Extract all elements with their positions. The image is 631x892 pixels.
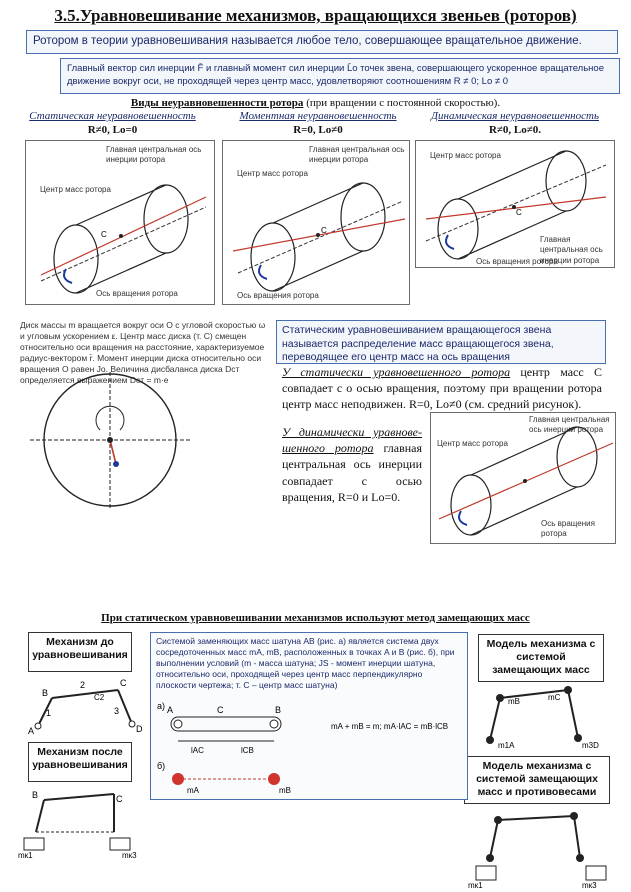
rod-ma: mA: [187, 786, 199, 795]
mb-A: A: [28, 726, 35, 736]
static-c-mark: C: [101, 230, 107, 239]
rod-mark-b: б): [157, 761, 166, 771]
moment-mass-center-label: Центр масс ротора: [237, 169, 308, 178]
mcw-mk3: mк3: [582, 881, 597, 888]
mb-C: C: [120, 678, 127, 688]
balanced-mass-center-label: Центр масс ротора: [437, 439, 508, 448]
rod-explanation-text: Системой заменяющих масс шатуна AB (рис. а) является система двух сосредоточенных масс mA, mB, расположенных в точках A и B (рис. б), при выполнении условий (m - масса шатуна; JS - момент инерции шатуна, относительно оси, проходящей через центр масс перпендикулярно плоскости чертежа; т. C – центр масс шатуна): [156, 636, 455, 691]
disk-svg: [20, 372, 270, 512]
type-dynamic-name: Динамическая неуравновешенность: [431, 110, 599, 122]
static-principal-axis-label: Главная центральная ось инерции ротора: [106, 145, 202, 165]
page-title: 3.5.Уравновешивание механизмов, вращающихся звеньев (роторов): [54, 6, 577, 25]
static-rotor-paragraph: [282, 364, 602, 413]
moment-unbalance-figure: [222, 140, 410, 305]
static-rotor-lead: У статически уравновешенного ротора: [282, 365, 511, 379]
disk-description: Диск массы m вращается вокруг оси O с угловой скоростью ω и угловым ускорением ε. Центр масс диска (т. C) смещен относительно оси вращения на расстояние, характеризуемое радиус-вектором r̄. Момент инерции диска относительно оси вращения O равен Jo. Величина дисбаланса диска Dст определяется выражением Dст = m·e: [20, 320, 266, 386]
before-balancing-label: Механизм до уравновешивания: [28, 632, 132, 672]
disk-figure: [20, 372, 270, 512]
types-header: [0, 97, 631, 109]
mdl-mb: mB: [508, 697, 520, 706]
type-static-name: Статическая неуравновешенность: [29, 110, 196, 122]
mechanism-after-svg: [18, 790, 148, 860]
moment-c-mark: C: [321, 226, 327, 235]
moment-rotation-axis-label: Ось вращения ротора: [237, 291, 319, 300]
balanced-principal-axis-label: Главная центральная ось инерции ротора: [529, 415, 610, 435]
dynamic-rotor-rest: главная центральная ось инерции совпадает с осью вращения, R=0 и Lo=0.: [282, 441, 423, 504]
dynamic-unbalance-figure: [415, 140, 615, 268]
ma-mk3: mк3: [122, 851, 137, 860]
rod-mb: mB: [279, 786, 291, 795]
mb-n1: 1: [46, 708, 52, 718]
rod-lcb: lCB: [241, 746, 254, 755]
model-counterweights-svg: [468, 808, 618, 888]
static-unbalance-figure: [25, 140, 215, 305]
mb-D: D: [136, 724, 143, 734]
balanced-rotor-figure: [430, 412, 616, 544]
moment-principal-axis-label: Главная центральная ось инерции ротора: [309, 145, 405, 165]
inertia-definition: Главный вектор сил инерции F̄ и главный момент сил инерции L̄o точек звена, совершающего ускоренное вращательное движение вокруг оси, не проходящей через центр масс, удовлетворяют соотношениям R ≠ 0; Lo ≠ 0: [60, 58, 620, 94]
static-mass-center-label: Центр масс ротора: [40, 185, 111, 194]
rod-formula: mA + mB = m; mA·lAC = mB·lCB: [331, 722, 449, 731]
static-rotation-axis-label: Ось вращения ротора: [96, 289, 178, 298]
mechanism-before-svg: [28, 676, 148, 740]
rod-mark-a: а): [157, 701, 166, 711]
rod-A: A: [167, 705, 174, 715]
ma-C: C: [116, 794, 123, 804]
rotor-definition: Ротором в теории уравновешивания называется любое тело, совершающее вращательное движение.: [26, 30, 618, 54]
mdl-ma: m1A: [498, 741, 515, 750]
mb-n2: 2: [80, 680, 86, 690]
type-static-formula: R≠0, Lo=0: [87, 124, 138, 136]
type-dynamic-formula: R≠0, Lo≠0.: [488, 124, 542, 136]
rod-explanation-box: [150, 632, 468, 800]
rod-B: B: [275, 705, 282, 715]
static-rotor-rest: центр масс C совпадает с о осью вращения, поэтому при вращении ротора центр масс неподвижен. R=0, Lo≠0 (см. средний рисунок).: [282, 365, 602, 412]
dynamic-rotation-axis-label: Ось вращения ротора: [476, 257, 558, 266]
mdl-md: m3D: [582, 741, 599, 750]
dynamic-principal-axis-label: Главная центральная ось инерции ротора: [540, 235, 603, 265]
after-balancing-label: Механизм после уравновешивания: [28, 742, 132, 782]
rod-C: C: [217, 705, 224, 715]
model-svg: [478, 686, 608, 750]
type-moment-name: Моментная неуравновешенность: [239, 110, 397, 122]
method-header: При статическом уравновешивании механизмов используют метод замещающих масс: [101, 612, 530, 624]
balanced-rotation-axis-label: Ось вращения ротора: [541, 519, 595, 539]
mdl-mc: mC: [548, 693, 561, 702]
ma-mk1: mк1: [18, 851, 33, 860]
dynamic-mass-center-label: Центр масс ротора: [430, 151, 501, 160]
mb-B: B: [42, 688, 49, 698]
types-header-main: Виды неуравновешенности ротора: [130, 97, 304, 109]
type-moment-formula: R=0, Lo≠0: [293, 124, 343, 136]
static-balancing-definition: Статическим уравновешиванием вращающегося звена называется распределение масс вращающегося звена, переводящее его центр масс на ось вращения: [276, 320, 606, 364]
rod-svg: [151, 699, 469, 799]
ma-B: B: [32, 790, 39, 800]
dynamic-rotor-paragraph: [282, 424, 422, 505]
dynamic-rotor-lead: У динамически уравнове-шенного ротора: [282, 425, 422, 456]
model-counterweights-label: Модель механизма с системой замещающих масс и противовесами: [464, 756, 610, 804]
rod-lac: lAC: [191, 746, 204, 755]
mb-c2: C2: [94, 693, 105, 702]
mb-n3: 3: [114, 706, 120, 716]
dynamic-c-mark: C: [516, 208, 522, 217]
mcw-mk1: mк1: [468, 881, 483, 888]
types-header-note: (при вращении с постоянной скоростью).: [303, 97, 501, 109]
model-label: Модель механизма с системой замещающих масс: [478, 634, 604, 682]
